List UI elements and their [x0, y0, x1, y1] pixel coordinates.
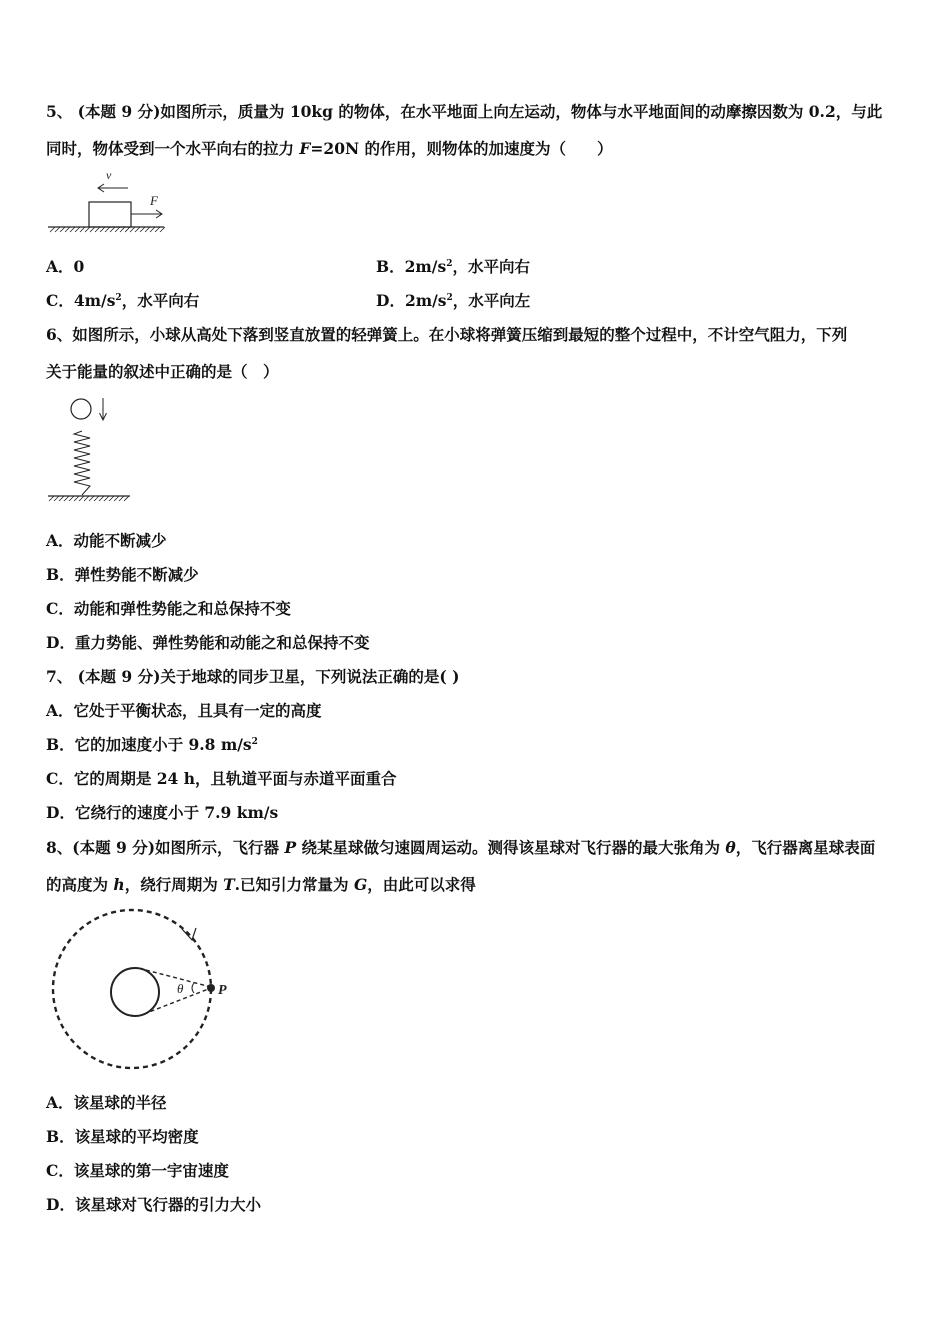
q8-craft-dot [207, 984, 215, 992]
q8-height-symbol: h [113, 875, 125, 894]
q8-option-d-text: 该星球对飞行器的引力大小 [74, 1195, 261, 1214]
q8-option-b-label: B． [46, 1127, 75, 1146]
q6-option-b-text: 弹性势能不断减少 [74, 565, 199, 584]
q5-option-a-label: A． [46, 257, 74, 276]
q6-option-c[interactable] [46, 599, 291, 619]
q8-option-c[interactable] [46, 1161, 229, 1181]
q8-option-c-text: 该星球的第一宇宙速度 [73, 1161, 229, 1180]
q7-option-b-text: 它的加速度小于 9.8 m/s [74, 735, 252, 754]
q8-option-d-label: D． [46, 1195, 75, 1214]
q5-option-c-label: C． [46, 291, 74, 310]
q8-option-a-text: 该星球的半径 [73, 1093, 167, 1112]
q8-stem-text-a: 8、(本题 9 分)如图所示，飞行器 [46, 838, 285, 857]
q6-option-c-text: 动能和弹性势能之和总保持不变 [73, 599, 291, 618]
q8-stem-text-g: ，由此可以求得 [367, 875, 476, 894]
q7-stem-line1: 7、 (本题 9 分)关于地球的同步卫星，下列说法正确的是( ) [46, 667, 460, 686]
q8-fig-craft-label: P [218, 983, 227, 998]
q8-stem-line1 [46, 838, 875, 858]
q8-stem-text-e: ，绕行周期为 [124, 875, 224, 894]
q5-stem-line1: 5、 (本题 9 分)如图所示，质量为 10kg 的物体，在水平地面上向左运动，物体与水平地面间的动摩擦因数为 0.2，与此 [46, 102, 883, 121]
q8-craft-symbol: P [284, 838, 297, 857]
q8-stem-text-b: 绕某星球做匀速圆周运动。测得该星球对飞行器的最大张角为 [296, 838, 726, 857]
q6-option-d[interactable] [46, 633, 369, 653]
q6-stem-line1: 6、如图所示，小球从高处下落到竖直放置的轻弹簧上。在小球将弹簧压缩到最短的整个过程中，不计空气阻力，下列 [46, 325, 848, 344]
q5-figure-block-on-ground [44, 168, 174, 236]
q8-planet [111, 968, 159, 1016]
q7-option-b-label: B． [46, 735, 75, 754]
q5-stem-text-b: =20N 的作用，则物体的加速度为（ ） [310, 139, 613, 158]
q8-option-b-text: 该星球的平均密度 [74, 1127, 199, 1146]
q6-stem-line2: 关于能量的叙述中正确的是（ ） [46, 362, 279, 381]
q6-option-b-label: B． [46, 565, 75, 584]
q6-option-a-label: A． [46, 531, 74, 550]
q8-period-symbol: T [223, 875, 235, 894]
q6-option-d-text: 重力势能、弹性势能和动能之和总保持不变 [74, 633, 370, 652]
q8-stem-text-c: ，飞行器离星球表面 [735, 838, 876, 857]
q8-fig-angle-label: θ [177, 981, 184, 996]
q5-option-d[interactable] [376, 291, 530, 311]
q7-option-b[interactable] [46, 735, 258, 755]
q5-option-c-value: 4m/s [73, 291, 116, 310]
q5-stem-line2 [46, 139, 613, 159]
q7-option-c-label: C． [46, 769, 74, 788]
q5-option-b-label: B． [376, 257, 405, 276]
q7-option-d-text: 它绕行的速度小于 7.9 km/s [74, 803, 279, 822]
q5-option-b-value: 2m/s [404, 257, 447, 276]
q8-angle-arc [192, 983, 194, 993]
q8-option-a-label: A． [46, 1093, 74, 1112]
q8-option-b[interactable] [46, 1127, 199, 1147]
q8-option-d[interactable] [46, 1195, 261, 1215]
q8-option-c-label: C． [46, 1161, 74, 1180]
q5-block [89, 202, 131, 227]
q5-option-c-dir: ，水平向右 [121, 291, 200, 310]
q8-figure-orbit [46, 906, 238, 1076]
q7-option-c-text: 它的周期是 24 h，且轨道平面与赤道平面重合 [73, 769, 397, 788]
q5-option-d-value: 2m/s [404, 291, 447, 310]
q6-ball [71, 399, 91, 419]
q7-option-c[interactable] [46, 769, 396, 789]
q5-velocity-label: v [106, 168, 112, 182]
q5-option-d-label: D． [376, 291, 405, 310]
q5-option-c-sup: 2 [115, 293, 122, 303]
q5-option-d-sup: 2 [446, 293, 453, 303]
q8-gravity-constant-symbol: G [353, 875, 368, 894]
q6-spring [74, 431, 90, 495]
q5-option-b[interactable] [376, 257, 530, 277]
q5-option-b-sup: 2 [446, 259, 453, 269]
q5-ground-hatch [50, 227, 165, 232]
q7-option-d-label: D． [46, 803, 75, 822]
q7-option-a[interactable] [46, 701, 322, 721]
q7-option-b-sup: 2 [251, 737, 258, 747]
q8-option-a[interactable] [46, 1093, 167, 1113]
q8-stem-text-d: 的高度为 [46, 875, 114, 894]
q6-option-a-text: 动能不断减少 [73, 531, 167, 550]
q6-option-c-label: C． [46, 599, 74, 618]
q8-angle-symbol: θ [725, 838, 736, 857]
q8-stem-text-f: .已知引力常量为 [234, 875, 354, 894]
q5-option-d-dir: ，水平向左 [452, 291, 531, 310]
q5-option-b-dir: ，水平向右 [452, 257, 530, 276]
q5-force-label: F [150, 193, 158, 208]
q6-figure-ball-spring [44, 395, 136, 507]
q7-option-a-text: 它处于平衡状态，且具有一定的高度 [73, 701, 322, 720]
q5-stem-text-a: 同时，物体受到一个水平向右的拉力 [46, 139, 300, 158]
q6-option-a[interactable] [46, 531, 167, 551]
q5-option-c[interactable] [46, 291, 199, 311]
q7-option-a-label: A． [46, 701, 74, 720]
q6-option-d-label: D． [46, 633, 75, 652]
q5-force-symbol: F [299, 139, 311, 158]
q5-option-a-text: 0 [73, 257, 85, 276]
q7-option-d[interactable] [46, 803, 278, 823]
q8-stem-line2 [46, 875, 476, 895]
q8-orbit-path [53, 910, 211, 1068]
q6-ground-hatch [49, 496, 129, 501]
q5-option-a[interactable] [46, 257, 84, 277]
q6-option-b[interactable] [46, 565, 199, 585]
